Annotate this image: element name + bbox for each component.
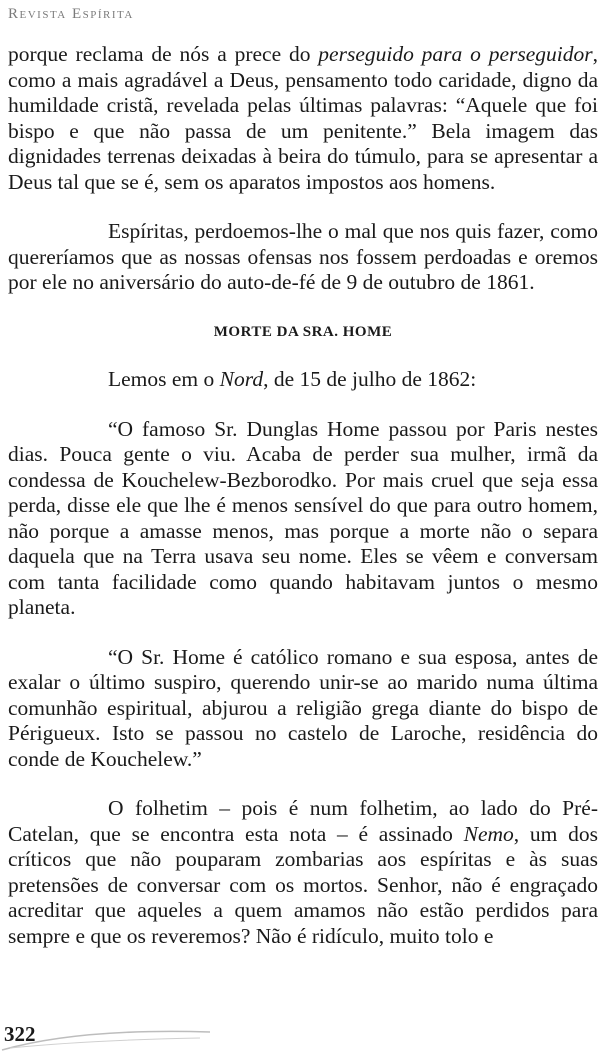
page-body [8,42,598,973]
paragraph-1: porque reclama de nós a prece do perseguido para o perseguidor, como a mais agradável a Deus, pensamento todo caridade, digno da humildade cristã, revelada pelas últimas palavras: “Aquele que foi bispo e que não passa de um penitente.” Bela imagem das dignidades terrenas deixadas à beira do túmulo, para se apresentar a Deus tal que se é, sem os aparatos impostos aos homens. [8,42,598,194]
paragraph-6: O folhetim – pois é num folhetim, ao lado do Pré-Catelan, que se encontra esta nota – é assinado Nemo, um dos críticos que não pouparam zombarias aos espíritas e às suas pretensões de conversar com os mortos. Senhor, não é engraçado acreditar que aqueles a quem amamos não estão perdidos para sempre e que os reveremos? Não é ridículo, muito tolo e [8,796,599,948]
section-heading: MORTE DA SRA. HOME [213,323,393,340]
page-number: 322 [4,1022,36,1046]
emphasis-perseguido: perseguido para o perseguidor [318,42,593,66]
paragraph-5: “O Sr. Home é católico romano e sua esposa, antes de exalar o último suspiro, querendo unir-se ao marido numa última comunhão espiritual, abjurou a religião grega diante do bispo de Périgueux. Isto se passou no castelo de Laroche, residência do conde de Kouchelew.” [8,644,598,771]
emphasis-nord: Nord [219,367,264,391]
paragraph-3: Lemos em o Nord, de 15 de julho de 1862: [108,367,477,391]
paragraph-4: “O famoso Sr. Dunglas Home passou por Paris nestes dias. Pouca gente o viu. Acaba de perder sua mulher, irmã da condessa de Kouchelew-Bezborodko. Por mais cruel que seja essa perda, disse ele que lhe é menos sensível do que para outro homem, não porque a amasse menos, mas porque a morte não o separa daquela que na Terra usava seu nome. Eles se vêem e conversam com tanta facilidade como quando habitavam juntos o mesmo planeta. [8,416,598,619]
emphasis-nemo: Nemo [463,821,514,846]
running-head-title: Revista Espírita [8,6,134,22]
paragraph-2: Espíritas, perdoemos-lhe o mal que nos quis fazer, como quereríamos que as nossas ofensas nos fossem perdoadas e oremos por ele no aniversário do auto-de-fé de 9 de outubro de 1861. [8,219,598,294]
